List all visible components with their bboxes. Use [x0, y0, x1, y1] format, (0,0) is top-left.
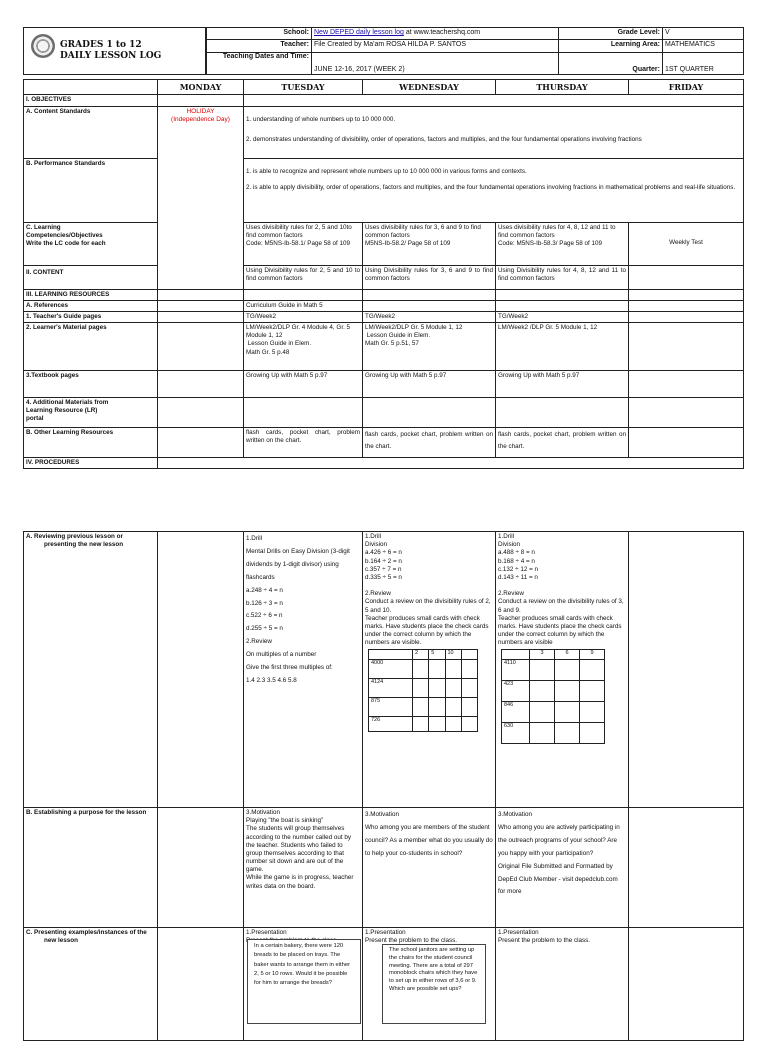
presentation-tuesday: 1.Presentation: [244, 928, 363, 1041]
day-wednesday: WEDNESDAY: [363, 80, 496, 95]
learning-competencies-label: C. Learning Competencies/Objectives Write the LC code for each: [24, 222, 158, 265]
day-header-row: [24, 80, 744, 95]
motivation-tuesday: 3.Motivation Playing "the boat is sinking" The students will group themselves according to the number called out by the teacher. Students who failed to group themselves according to that number sit down and are out of the game. While the game is in progress, teacher writes data on the board.: [244, 808, 363, 928]
motivation-wednesday: 3.Motivation Who among you are members of the student council? As a member what do you usually do to help your co-students in school?: [363, 808, 496, 928]
school-info-table: [206, 27, 744, 75]
motivation-thursday: 3.Motivation Who among you are actively participating in the outreach programs of your school? Are you happy with your participation? Original File Submitted and Formatted by DepEd Club Member - visit depedclub.com for more: [496, 808, 629, 928]
grid-row: 4124: [369, 679, 478, 698]
content-standard-1: 1. understanding of whole numbers up to 10 000 000.: [246, 115, 396, 123]
content-standard-2: 2. demonstrates understanding of divisibility, order of operations, factors and multiples, and the four fundamental operations involving fractions: [246, 135, 642, 143]
content-wednesday: Using Divisibility rules for 3, 6 and 9 to find common factors: [363, 265, 496, 289]
presentation-wednesday: 1.Presentation Present the problem to the class.: [363, 928, 496, 1041]
divisibility-grid-thursday: 3 6 9 4110 423 846 630: [501, 649, 605, 744]
brand-title: GRADES 1 to 12 DAILY LESSON LOG: [60, 40, 162, 62]
content-tuesday: Using Divisibility rules for 2, 5 and 10 to find common factors: [244, 265, 363, 289]
day-thursday: THURSDAY: [496, 80, 629, 95]
reviewing-lesson-label: A. Reviewing previous lesson or presenting the new lesson: [24, 532, 158, 808]
grid-row: 423: [502, 681, 605, 702]
content-standards-label: A. Content Standards: [24, 106, 158, 158]
additional-materials-label: 4. Additional Materials from Learning Resource (LR) portal: [24, 398, 158, 428]
lc-thursday: Uses divisibility rules for 4, 8, 12 and 11 to find common factors Code: M5NS-Ib-58.3/ Page 58 of 109: [496, 222, 629, 265]
grade-level-value: V: [663, 28, 744, 40]
weekly-test: Weekly Test: [629, 222, 744, 265]
references-label: A. References: [24, 300, 158, 311]
performance-standards-label: B. Performance Standards: [24, 158, 158, 222]
lc-wednesday: Uses divisibility rules for 3, 6 and 9 to find common factors M5NS-Ib-58.2/ Page 58 of 109: [363, 222, 496, 265]
objectives-heading: I. OBJECTIVES: [24, 95, 158, 106]
grid-row: 875: [369, 698, 478, 717]
lesson-log-header: [23, 27, 743, 75]
teachers-guide-label: 1. Teacher's Guide pages: [24, 311, 158, 322]
day-friday: FRIDAY: [629, 80, 744, 95]
school-link[interactable]: New DEPED daily lesson log: [314, 29, 404, 36]
learning-resources-label: III. LEARNING RESOURCES: [24, 289, 158, 300]
procedures-label: IV. PROCEDURES: [24, 458, 158, 469]
drill-tuesday: 1.Drill Mental Drills on Easy Division (3-digit dividends by 1-digit divisor) using flashcards a.248 ÷ 4 = n b.126 ÷ 3 = n c.522 ÷ 6 = n d.255 ÷ 5 = n 2.Review On multiples of a number Give the first three multiples of: 1.4 2.3 3.5 4.6 5.8: [244, 532, 363, 808]
learners-material-label: 2. Learner's Material pages: [24, 323, 158, 371]
problem-box-wednesday: The school janitors are setting up the chairs for the student council meeting. There are a total of 297 monoblock chairs which they have to set up in either rows of 3,6 or 9. Which are possible set ups?: [382, 944, 486, 1024]
content-thursday: Using Divisibility rules for 4, 8, 12 and 11 to find common factors: [496, 265, 629, 289]
divisibility-grid-wednesday: 2 5 10 4000 4124 875 726: [368, 649, 478, 732]
day-tuesday: TUESDAY: [244, 80, 363, 95]
performance-standard-2: 2. is able to apply divisibility, order of operations, factors and multiples, and the four fundamental operations involving fractions in mathematical problems and real-life situations.: [246, 183, 736, 191]
other-resources-label: B. Other Learning Resources: [24, 428, 158, 458]
textbook-label: 3.Textbook pages: [24, 371, 158, 398]
grid-row: 726: [369, 717, 478, 732]
curriculum-guide: Curriculum Guide in Math 5: [244, 300, 363, 311]
dates-value: JUNE 12-16, 2017 (WEEK 2): [312, 52, 559, 74]
presenting-examples-label: C. Presenting examples/instances of the new lesson: [24, 928, 158, 1041]
establishing-purpose-label: B. Establishing a purpose for the lesson: [24, 808, 158, 928]
holiday-note: HOLIDAY (Independence Day): [158, 106, 244, 289]
problem-box-tuesday: In a certain bakery, there were 120 breads to be placed on trays. The baker wants to arrange them in either 2, 5 or 10 rows. Would it be possible for him to arrange the breads?: [247, 939, 361, 1024]
quarter-value: 1ST QUARTER: [663, 52, 744, 74]
performance-standard-1: 1. is able to recognize and represent whole numbers up to 10 000 000 in various forms and contexts.: [246, 167, 527, 175]
presentation-thursday: 1.Presentation Present the problem to the class.: [496, 928, 629, 1041]
info-row-dates: Teaching Dates and Time: JUNE 12-16, 2017 (WEEK 2) Quarter: 1ST QUARTER: [207, 52, 744, 74]
grid-row: 630: [502, 723, 605, 744]
drill-wednesday: 1.Drill Division a.426 ÷ 6 = n b.164 ÷ 2 = n c.357 ÷ 7 = n d.335 ÷ 5 = n 2.Review Conduct a review on the divisibility rules of 2, 5 and 10. Teacher produces small cards with check marks. Have students place the check cards under the correct column by which the numbers are visible.: [365, 533, 491, 647]
grid-row: 846: [502, 702, 605, 723]
lc-tuesday: Uses divisibility rules for 2, 5 and 10to find common factors Code: M5NS-Ib-58.1/ Page 58 of 109: [244, 222, 363, 265]
day-monday: MONDAY: [158, 80, 244, 95]
brand-box: [23, 27, 206, 75]
objectives-table: MONDAY TUESDAY WEDNESDAY THURSDAY FRIDAY I. OBJECTIVES A. Content Standards HOLIDAY (Independence Day) 1. understanding of whole numbers up to 10 000 000. 2. demonstrates understanding of divisibility, order of operations, factors and multiples, and the four fundamental operations involving fractions B. Performance Standards 1. is able to recognize and represent whole numbers up to 10 000 000 in various forms and contexts. 2. is able to apply divisibility, order of operations, factors and multiples, and the four fundamental operations involving fractions in mathematical problems and real-life situations. C. Learning Competencies/Objectives Write the LC code for each Uses divisibility rules for 2, 5 and 10to find common factors Code: M5NS-Ib-58.1/ Page 58 of 109 Uses divisibility rules for 3, 6 and 9 to find common factors M5NS-Ib-58.2/ Page 58 of 109 Uses divisibility rules for 4, 8, 12 and 11 to find common factors Code: M5NS-Ib-58.3/ Page 58 of 109 Weekly Test II. CONTENT Using Divisibility rules for 2, 5 and 10 to find common factors Using Divisibility rules for 3, 6 and 9 to find common factors Using Divisibility rules for 4, 8, 12 and 11 to find common factors III. LEARNING RESOURCES A. References Curriculum Guide in Math 5 1. Teacher's Guide pages TG/Week2 TG/Week2 TG/Week2 2. Learner's Material pages LM/Week2/DLP Gr. 4 Module 4, Gr. 5 Module 1, 12 Lesson Guide in Elem. Math Gr. 5 p.48 LM/Week2/DLP Gr. 5 Module 1, 12 Lesson Guide in Elem. Math Gr. 5 p.51, 57 LM/Week2 /DLP Gr. 5 Module 1, 12 3.Textbook pages Growing Up with Math 5 p.97 Growing Up with Math 5 p.97 Growing Up with Math 5 p.97 4. Additional Materials from Learning Resource (LR) portal B. Other Learning Resources flash cards, pocket chart, problem written on the chart. flash cards, pocket chart, problem written on the chart. flash cards, pocket chart, problem written on the chart. IV. PROCEDURES: [23, 79, 744, 469]
info-row-school: School: New DEPED daily lesson log at www.teachershq.com Grade Level: V: [207, 28, 744, 40]
learning-area-value: MATHEMATICS: [663, 40, 744, 52]
content-label: II. CONTENT: [24, 265, 158, 289]
drill-thursday: 1.Drill Division a.488 ÷ 8 = n b.168 ÷ 4 = n c.132 ÷ 12 = n d.143 ÷ 11 = n 2.Review Conduct a review on the divisibility rules of 3, 6 and 9. Teacher produces small cards with check marks. Have students place the check cards under the correct column by which the numbers are visible: [498, 533, 624, 647]
grid-row: 4000: [369, 660, 478, 679]
deped-seal-logo: [31, 34, 55, 58]
teacher-value: File Created by Ma'am ROSA HILDA P. SANTOS: [312, 40, 559, 52]
grid-row: 4110: [502, 660, 605, 681]
info-row-teacher: Teacher: File Created by Ma'am ROSA HILDA P. SANTOS Learning Area: MATHEMATICS: [207, 40, 744, 52]
